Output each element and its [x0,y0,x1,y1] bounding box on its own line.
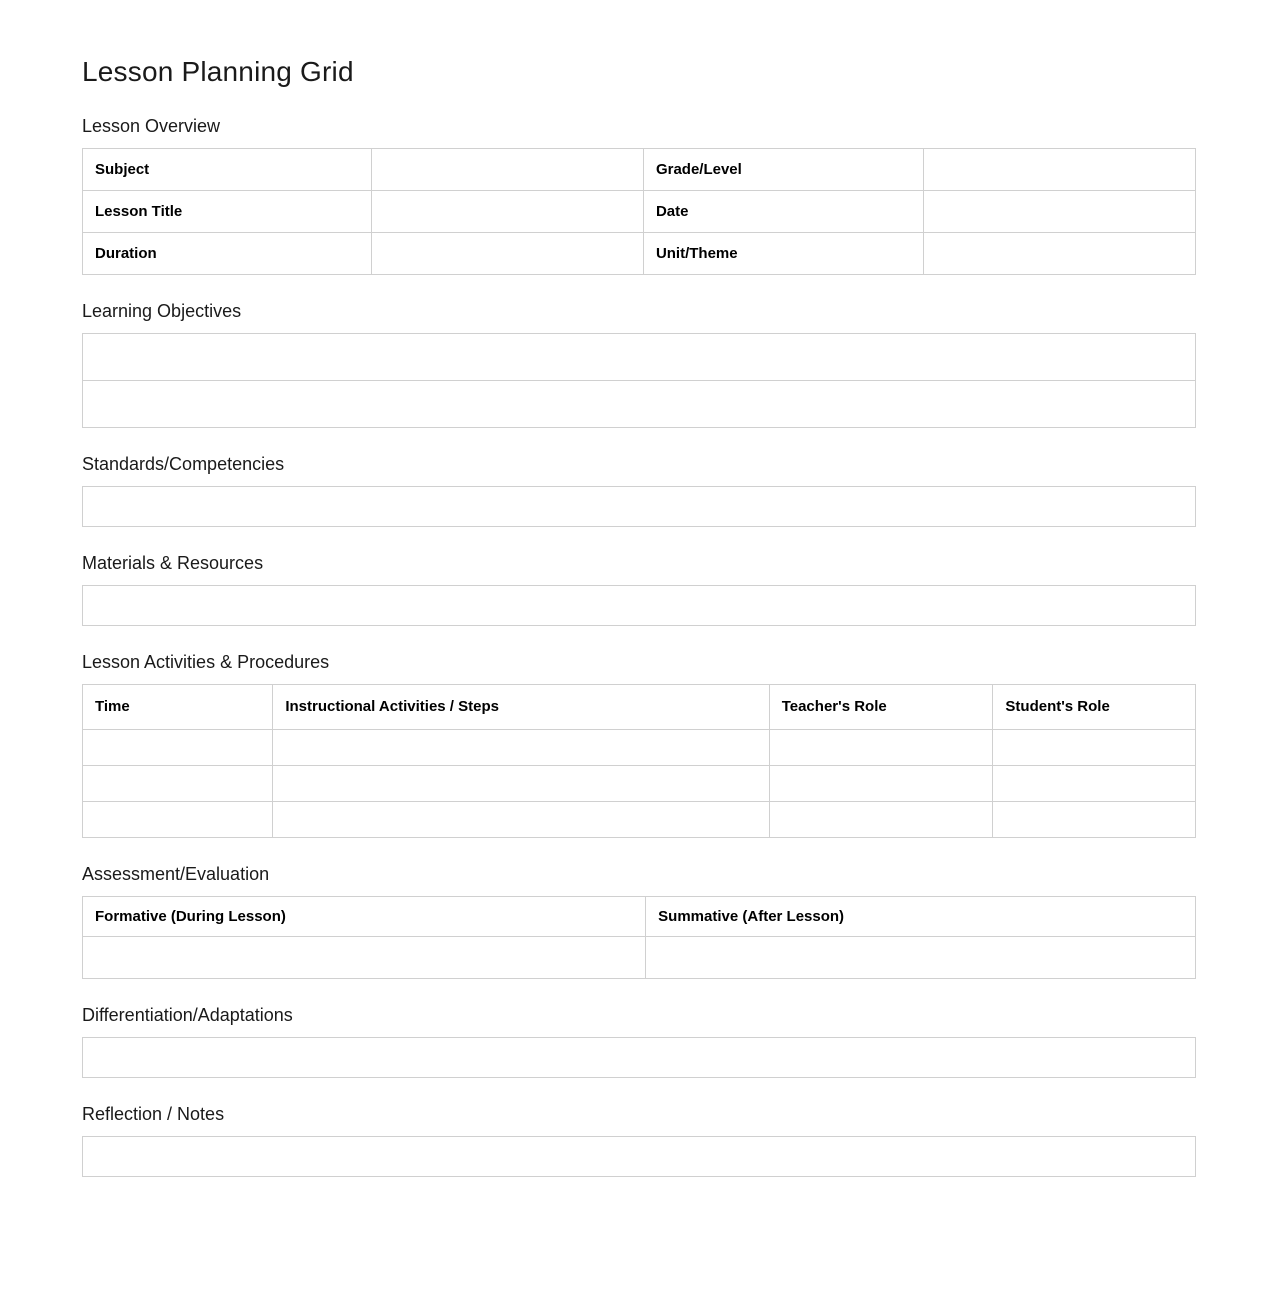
lesson-activities-heading: Lesson Activities & Procedures [82,652,330,672]
table-header-row [83,897,1196,937]
section-lesson-activities [82,652,1196,838]
materials-resources-box [82,585,1196,626]
grade-level-label-cell: Grade/Level [643,149,923,191]
unit-theme-label-cell: Unit/Theme [643,233,923,275]
duration-label-cell: Duration [83,233,372,275]
date-label-cell: Date [643,191,923,233]
section-materials-resources [82,553,1196,626]
differentiation-adaptations-heading: Differentiation/Adaptations [82,1005,293,1025]
table-row [83,191,1196,233]
time-cell [83,802,273,838]
lesson-overview-table [82,148,1196,275]
section-reflection-notes [82,1104,1196,1177]
students-role-cell [993,730,1196,766]
assessment-evaluation-heading: Assessment/Evaluation [82,864,270,884]
unit-theme-value-cell [924,233,1196,275]
section-standards-competencies [82,454,1196,527]
table-row [83,730,1196,766]
page-title: Lesson Planning Grid [82,56,354,87]
lesson-activities-table [82,684,1196,838]
table-row [83,381,1196,428]
summative-cell [646,937,1196,979]
instructional-activities-column-header: Instructional Activities / Steps [273,685,769,730]
teachers-role-cell [769,802,993,838]
students-role-cell [993,766,1196,802]
teachers-role-column-header: Teacher's Role [769,685,993,730]
students-role-column-header: Student's Role [993,685,1196,730]
table-row [83,937,1196,979]
reflection-notes-heading: Reflection / Notes [82,1104,225,1124]
students-role-cell [993,802,1196,838]
table-row [83,802,1196,838]
assessment-evaluation-table [82,896,1196,979]
subject-label-cell: Subject [83,149,372,191]
formative-cell [83,937,646,979]
reflection-notes-box [82,1136,1196,1177]
time-column-header: Time [83,685,273,730]
section-assessment-evaluation [82,864,1196,979]
time-cell [83,730,273,766]
section-differentiation-adaptations [82,1005,1196,1078]
learning-objectives-heading: Learning Objectives [82,301,242,321]
time-cell [83,766,273,802]
subject-value-cell [372,149,644,191]
date-value-cell [924,191,1196,233]
table-row [83,334,1196,381]
objective-row-cell [83,381,1196,428]
duration-value-cell [372,233,644,275]
lesson-title-value-cell [372,191,644,233]
differentiation-adaptations-box [82,1037,1196,1078]
teachers-role-cell [769,730,993,766]
teachers-role-cell [769,766,993,802]
formative-column-header: Formative (During Lesson) [83,897,646,937]
table-row [83,233,1196,275]
table-header-row [83,685,1196,730]
summative-column-header: Summative (After Lesson) [646,897,1196,937]
activities-cell [273,766,769,802]
table-row [83,149,1196,191]
section-learning-objectives [82,301,1196,428]
learning-objectives-table [82,333,1196,428]
lesson-overview-heading: Lesson Overview [82,116,221,136]
materials-resources-heading: Materials & Resources [82,553,264,573]
objective-row-cell [83,334,1196,381]
table-row [83,766,1196,802]
activities-cell [273,802,769,838]
standards-competencies-heading: Standards/Competencies [82,454,285,474]
standards-competencies-box [82,486,1196,527]
activities-cell [273,730,769,766]
section-lesson-overview [82,116,1196,275]
lesson-title-label-cell: Lesson Title [83,191,372,233]
grade-level-value-cell [924,149,1196,191]
